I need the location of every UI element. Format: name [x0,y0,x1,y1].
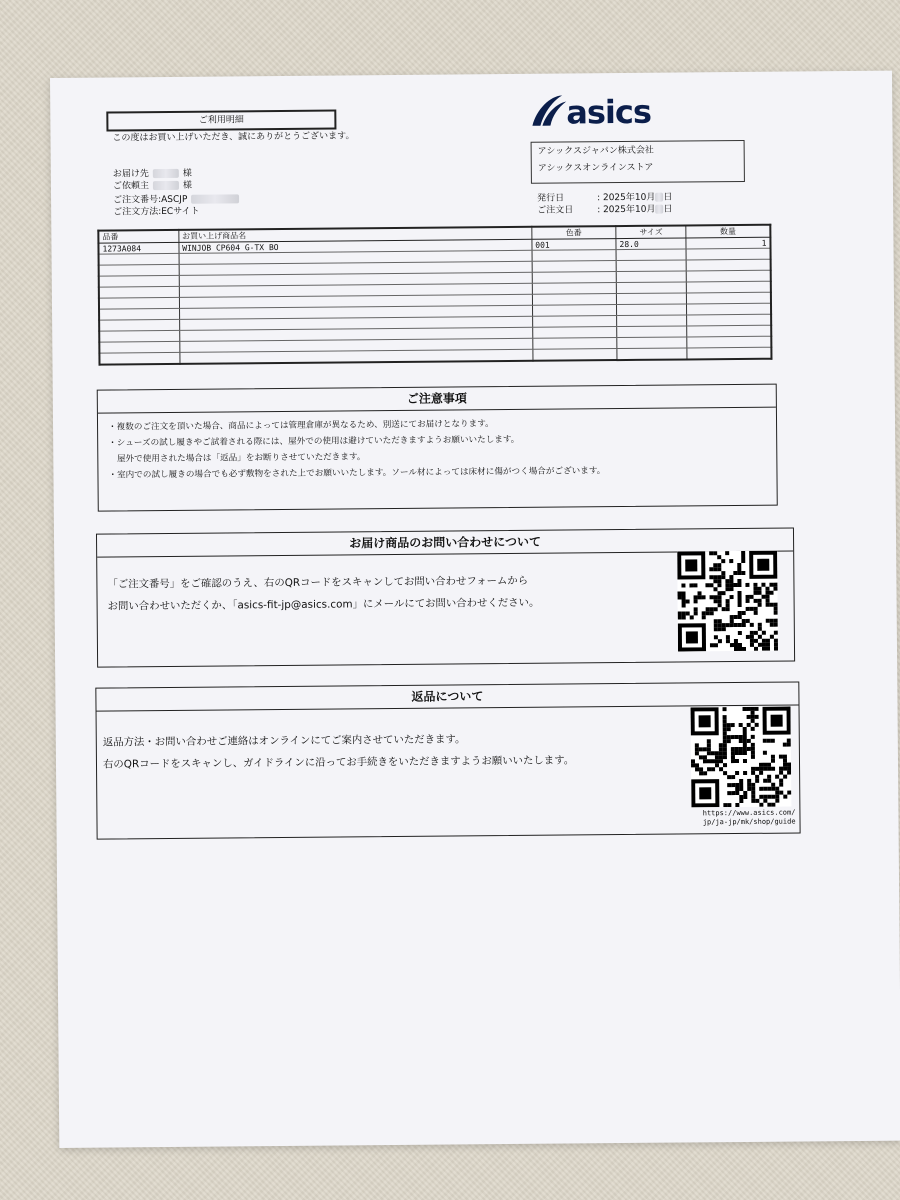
table-cell-empty [617,348,687,360]
table-cell-empty [533,338,617,350]
table-cell-empty [99,253,179,265]
returns-section [95,681,800,839]
returns-url-line1: https://www.asics.com/ [702,808,796,818]
inquiry-line1: 「ご注文番号」をご確認のうえ、右のQRコードをスキャンしてお問い合わせフォームから [107,574,529,591]
col-header-item-no: 品番 [98,230,178,243]
table-cell-empty [616,282,686,294]
table-cell-empty [616,293,686,305]
notice-section [97,384,778,512]
issue-date-value [597,193,672,205]
col-header-color: 色番 [532,226,616,239]
table-cell-empty [99,297,179,309]
table-cell-empty [99,319,179,331]
table-cell-empty [687,292,771,304]
inquiry-section [96,528,795,668]
statement-sheet [50,71,900,1148]
table-cell-empty [687,314,771,326]
col-header-size: サイズ [616,225,686,238]
table-cell-empty [616,249,686,261]
table-cell-empty [99,286,179,298]
table-cell-empty [99,341,179,353]
table-cell-empty [99,330,179,342]
table-cell-empty [99,275,179,287]
requester-row [113,181,192,193]
table-cell-empty [532,272,616,284]
table-cell-empty [686,270,770,282]
table-cell-empty [617,315,687,327]
table-cell-empty [99,352,179,364]
order-date-label: ご注文日 [537,205,574,216]
table-cell-empty [687,347,771,359]
qr-code-icon [691,707,792,808]
table-cell-empty [532,283,616,295]
cell-color: 001 [532,239,616,251]
issue-date-text: : 2025年10月 [597,192,656,204]
inquiry-qr-code[interactable] [677,551,778,652]
table-cell-empty [687,281,771,293]
table-cell-empty [533,349,617,361]
order-date-text: : 2025年10月 [597,204,656,216]
table-cell-empty [99,264,179,276]
table-cell-empty [532,294,616,306]
table-cell-empty [532,316,616,328]
honorific: 様 [182,168,192,179]
logo-wordmark: asics [566,92,652,132]
notice-line: ・シューズの試し履きやご試着される際には、屋外での使用は避けていただきますようお願いいたします。 [108,434,520,449]
asics-stripe-icon [528,91,568,129]
asics-logo [528,91,652,136]
company-box [531,140,745,184]
table-cell-empty [687,336,771,348]
cell-qty: 1 [686,237,770,249]
notice-line: 屋外で使用された場合は「返品」をお断りさせていただきます。 [108,452,366,465]
col-header-qty: 数量 [686,225,770,238]
table-cell-empty [617,337,687,349]
table-cell-empty [616,260,686,272]
order-number-label: ご注文番号 [113,195,159,206]
table-cell-empty [617,304,687,316]
col-header-product: お買い上げ商品名 [179,227,532,243]
notice-line: ・室内での試し履きの場合でも必ず敷物をされた上でお願いいたします。ソール材によっては床材に傷がつく場合がございます。 [108,466,606,481]
requester-label: ご依頼主 [112,181,150,192]
table-cell-empty [532,261,616,273]
table-cell-empty [687,303,771,315]
order-date-value [597,205,672,217]
table-cell-empty [180,349,533,364]
returns-line1: 返品方法・お問い合わせご連絡はオンラインにてご案内させていただきます。 [102,733,466,749]
order-method-row [113,207,199,219]
table-cell-empty [686,248,770,260]
doc-title: ご利用明細 [106,110,336,132]
order-number-row [113,194,243,206]
returns-line2: 右のQRコードをスキャンし、ガイドラインに沿ってお手続きをいただきますようお願いいたします。 [102,754,575,771]
deliver-to-row [113,169,192,181]
notice-line: ・複数のご注文を頂いた場合、商品によっては管理倉庫が異なるため、別送にてお届けとなります。 [108,419,494,433]
order-day-suffix: 日 [663,204,673,215]
thanks-text: この度はお買い上げいただき、誠にありがとうございます。 [112,131,355,144]
table-cell-empty [532,250,616,262]
notice-title: ご注意事項 [98,385,776,414]
table-cell-empty [686,259,770,271]
table-cell-empty [617,326,687,338]
qr-code-icon [677,551,778,652]
issue-day-suffix: 日 [663,192,673,203]
table-cell-empty [99,308,179,320]
company-line2: アシックスオンラインストア [537,162,654,174]
order-method-value: :ECサイト [158,206,200,218]
redacted-name [153,169,179,178]
deliver-to-label: お届け先 [112,169,149,180]
inquiry-title: お届け商品のお問い合わせについて [97,529,793,558]
order-number-value: :ASCJP [158,194,188,206]
order-method-label: ご注文方法 [113,207,159,218]
inquiry-line2: お問い合わせいただくか、「asics-fit-jp@asics.com」にメールにてお問い合わせください。 [107,596,540,613]
returns-title: 返品について [96,682,798,711]
table-cell-empty [532,327,616,339]
issue-date-label: 発行日 [537,193,565,204]
returns-qr-code[interactable] [691,707,792,808]
honorific: 様 [182,180,193,191]
redacted-name [153,181,179,190]
returns-url[interactable] [703,809,796,828]
returns-url-line2: jp/ja-jp/mk/shop/guide [702,817,796,827]
table-cell-empty [532,305,616,317]
cell-product: WINJOB CP604 G-TX BO [179,239,532,253]
cell-size: 28.0 [616,238,686,250]
company-line1: アシックスジャパン株式会社 [537,145,654,157]
table-cell-empty [687,325,771,337]
cell-item-no: 1273A084 [98,242,178,254]
redacted-order-number [191,194,239,203]
items-table [97,224,772,366]
table-cell-empty [616,271,686,283]
